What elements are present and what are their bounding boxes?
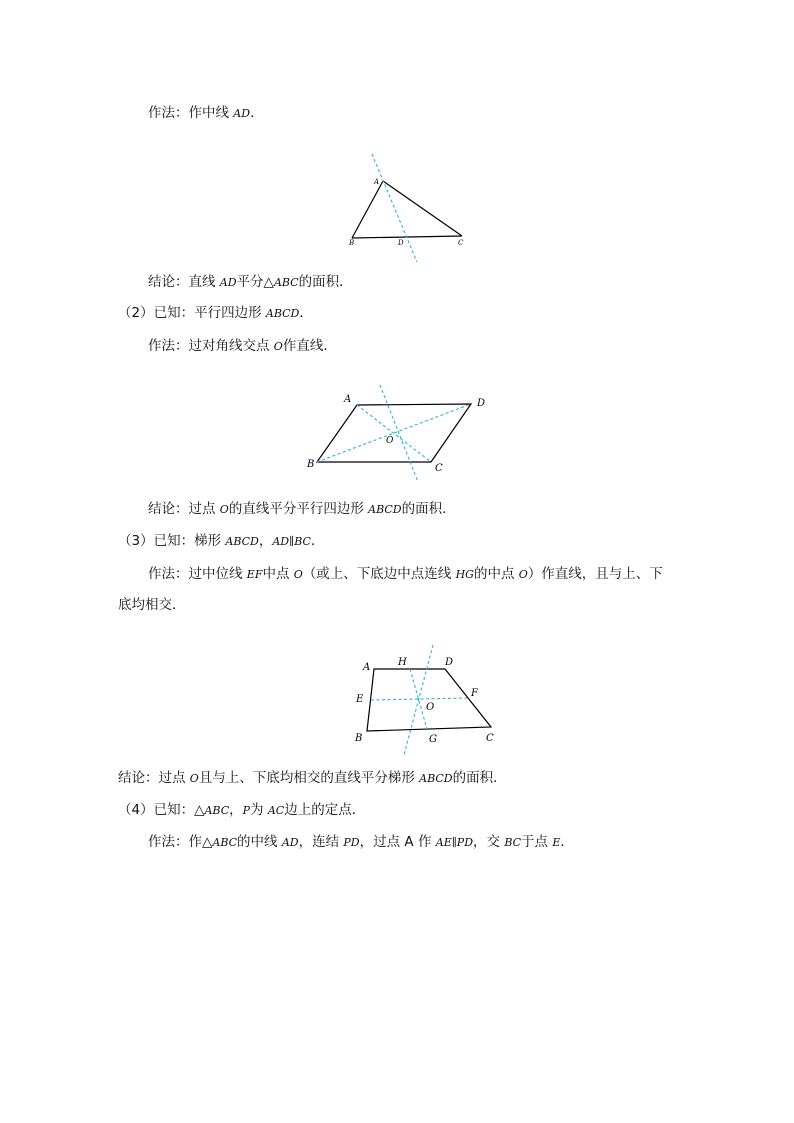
given-parallelogram: （2）已知：平行四边形 ABCD．: [118, 305, 313, 321]
method-trapezoid-cont: 底均相交．: [118, 597, 186, 613]
trap-outline: [367, 669, 491, 731]
tri-side-ac: [383, 181, 462, 236]
trap-label-f: F: [471, 688, 478, 699]
para-line-through-o: [380, 385, 418, 482]
trap-label-o: O: [426, 702, 435, 713]
trap-midline-ef: [371, 698, 468, 700]
tri-label-c: C: [458, 239, 464, 247]
method-trapezoid: 作法：过中位线 EF中点 O（或上、下底边中点连线 HG的中点 O）作直线，且与上、下: [148, 566, 663, 582]
given-triangle-point: （4）已知：△ABC，P为 AC边上的定点．: [118, 802, 366, 818]
para-label-b: B: [307, 459, 315, 470]
tri-label-a: A: [374, 178, 380, 186]
method-triangle-point: 作法：作△ABC的中线 AD，连结 PD，过点 A 作 AE∥PD，交 BC于点 E．: [148, 834, 574, 850]
trap-label-h: H: [398, 657, 407, 668]
para-label-c: C: [435, 463, 443, 474]
given-trapezoid: （3）已知：梯形 ABCD，AD∥BC．: [118, 533, 325, 549]
tri-label-d: D: [398, 239, 404, 247]
para-label-o: O: [386, 436, 394, 446]
trap-label-c: C: [486, 733, 494, 744]
parallelogram-figure: [300, 380, 500, 480]
triangle-figure: [340, 150, 470, 265]
conclusion-triangle: 结论：直线 AD平分△ABC的面积．: [148, 274, 353, 290]
trapezoid-figure: [350, 640, 510, 760]
trap-label-b: B: [355, 733, 363, 744]
para-label-a: A: [344, 394, 352, 405]
method-parallelogram: 作法：过对角线交点 O作直线．: [148, 338, 337, 354]
para-label-d: D: [477, 398, 486, 409]
trap-label-d: D: [445, 657, 454, 668]
trap-label-g: G: [429, 734, 437, 745]
tri-label-b: B: [349, 239, 355, 247]
conclusion-trapezoid: 结论：过点 O且与上、下底均相交的直线平分梯形 ABCD的面积．: [118, 770, 507, 786]
tri-side-ab: [352, 181, 383, 238]
trap-label-e: E: [356, 694, 364, 705]
trap-label-a: A: [363, 662, 371, 673]
tri-median-dashed: [372, 154, 417, 262]
method-median-ad: 作法：作中线 AD．: [148, 105, 264, 121]
conclusion-parallelogram: 结论：过点 O的直线平分平行四边形 ABCD的面积．: [148, 501, 456, 517]
para-diagonal-ac: [357, 405, 431, 462]
